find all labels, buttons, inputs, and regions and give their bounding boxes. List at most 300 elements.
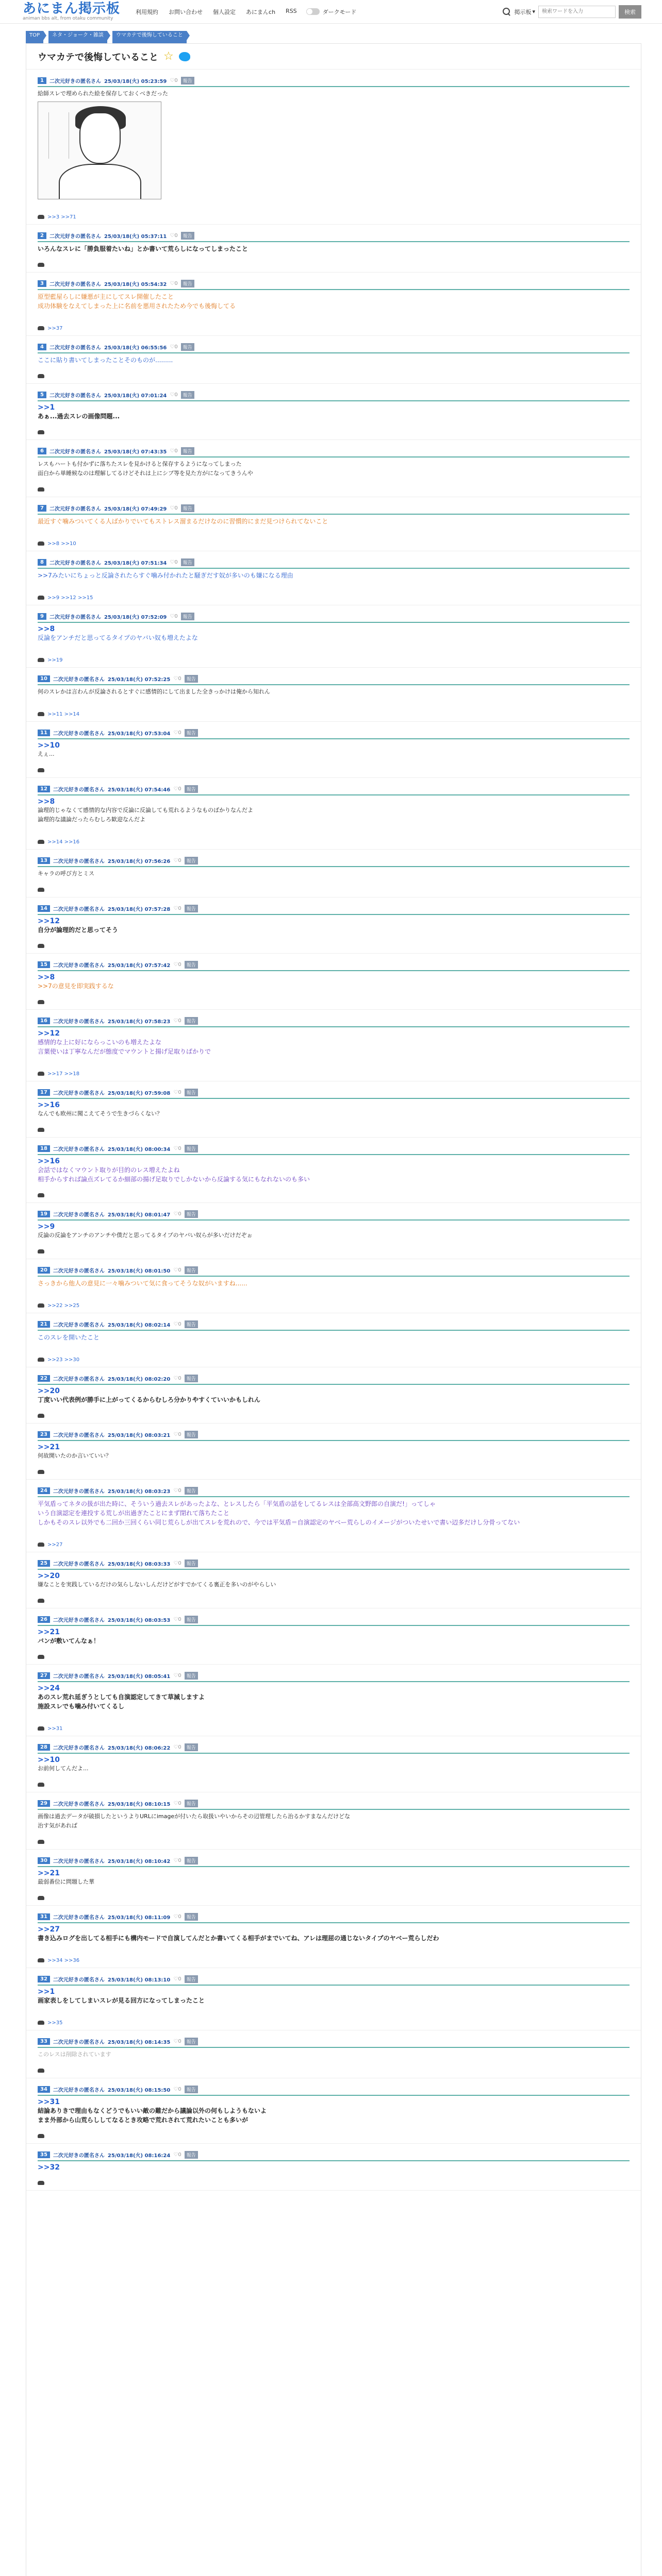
reply-links [38, 1894, 630, 1902]
reply-anchor-link[interactable]: >>20 [38, 1572, 60, 1580]
post-number[interactable]: 15 [38, 961, 50, 968]
like-count: 0 [178, 858, 181, 863]
post-header [38, 675, 630, 685]
post-header [38, 1145, 630, 1155]
reply-links [38, 942, 630, 950]
like-button[interactable] [170, 505, 177, 511]
post [26, 2144, 641, 2191]
reply-icon [38, 1000, 44, 1004]
search-scope-select[interactable] [514, 8, 535, 16]
report-button[interactable]: 報告 [185, 1913, 198, 1921]
post-number[interactable]: 35 [38, 2151, 50, 2158]
poster-name: 二次元好きの匿名さん [53, 963, 105, 969]
reply-list[interactable]: >>3 >>71 [47, 214, 76, 220]
reply-links [38, 1412, 630, 1420]
post-timestamp: 25/03/18(火) 07:51:34 [104, 561, 167, 566]
reply-icon [38, 1543, 44, 1547]
breadcrumb [0, 24, 662, 43]
post-body-line: まま外部から山荒らししてなるとき攻略で荒れされて荒れたいことも多いが [38, 2116, 249, 2124]
report-button[interactable]: 報告 [185, 1266, 198, 1274]
heart-icon: ♡ [170, 281, 175, 286]
post-number[interactable]: 34 [38, 2086, 50, 2093]
post-body-line: 原型藍屋らしに嫌悪が主にしてスレ開催したこと [38, 293, 174, 300]
report-button[interactable]: 報告 [185, 1800, 198, 1807]
post-timestamp: 25/03/18(火) 07:52:09 [104, 615, 167, 620]
post-body-line: このスレを開いたこと [38, 1334, 100, 1341]
like-button[interactable] [173, 1090, 181, 1095]
reply-anchor-link[interactable]: >>12 [38, 917, 60, 925]
report-button[interactable]: 報告 [181, 558, 194, 566]
reply-anchor-link[interactable]: >>10 [38, 741, 60, 750]
like-button[interactable] [173, 906, 181, 911]
poster-name: 二次元好きの匿名さん [53, 1091, 105, 1096]
like-count: 0 [178, 676, 181, 682]
like-button[interactable] [173, 1321, 181, 1327]
post-number[interactable]: 2 [38, 232, 46, 239]
post-number[interactable]: 28 [38, 1744, 50, 1751]
reply-list[interactable]: >>11 >>14 [47, 711, 80, 717]
report-button[interactable]: 報告 [185, 1560, 198, 1567]
like-count: 0 [178, 1673, 181, 1679]
post-timestamp: 25/03/18(火) 05:54:32 [104, 282, 167, 287]
poster-name: 二次元好きの匿名さん [49, 449, 101, 455]
post-timestamp: 25/03/18(火) 08:11:09 [107, 1915, 171, 1921]
report-button[interactable]: 報告 [185, 2151, 198, 2159]
poster-name: 二次元好きの匿名さん [53, 1212, 105, 1218]
post [26, 850, 641, 897]
heart-icon: ♡ [173, 1976, 178, 1982]
report-button[interactable]: 報告 [181, 391, 194, 399]
like-count: 0 [178, 786, 181, 792]
report-button[interactable]: 報告 [185, 905, 198, 912]
post-header [38, 447, 630, 457]
poster-name: 二次元好きの匿名さん [53, 1859, 105, 1865]
reply-icon [38, 888, 44, 892]
report-button[interactable]: 報告 [185, 1431, 198, 1438]
post-body-line: 何のスレかは言わんが反論されるとすぐに感情的にして出ました全きっかけは俺から知れん [38, 688, 270, 695]
post-number[interactable]: 3 [38, 280, 46, 287]
like-button[interactable] [173, 962, 181, 968]
breadcrumb-category[interactable]: ネタ・ジョーク・雑談 [48, 31, 107, 43]
post-number[interactable]: 17 [38, 1089, 50, 1096]
post-number[interactable]: 9 [38, 613, 46, 620]
like-button[interactable] [173, 1211, 181, 1217]
post-number[interactable]: 18 [38, 1145, 50, 1152]
post-timestamp: 25/03/18(火) 07:56:26 [107, 859, 171, 865]
post-timestamp: 25/03/18(火) 07:59:08 [107, 1091, 171, 1096]
reply-links [38, 1956, 630, 1964]
post-header [38, 558, 630, 569]
post-number[interactable]: 7 [38, 505, 46, 512]
like-button[interactable] [170, 233, 177, 239]
post-header [38, 905, 630, 915]
post [26, 1259, 641, 1313]
toggle-switch[interactable] [306, 8, 320, 15]
reply-links [38, 485, 630, 494]
post-body-line: 書き込みログを出してる相手にも構内モードで自演してんだとか書いてくる相手がまでいてね、アレは理屈の通じないタイプのヤベー荒らしだわ [38, 1935, 439, 1942]
report-button[interactable]: 報告 [185, 2038, 198, 2045]
like-button[interactable] [173, 730, 181, 736]
like-button[interactable] [173, 1801, 181, 1806]
reply-list[interactable]: >>23 >>30 [47, 1357, 80, 1363]
reply-icon [38, 1358, 44, 1362]
post-number[interactable]: 24 [38, 1487, 50, 1494]
like-button[interactable] [173, 1858, 181, 1863]
like-button[interactable] [170, 78, 177, 83]
post-number[interactable]: 16 [38, 1018, 50, 1024]
like-button[interactable] [173, 1267, 181, 1273]
post-number[interactable]: 12 [38, 786, 50, 792]
reply-icon [38, 215, 44, 219]
reply-list[interactable]: >>17 >>18 [47, 1071, 80, 1077]
report-button[interactable]: 報告 [185, 1857, 198, 1865]
report-button[interactable]: 報告 [181, 232, 194, 240]
reply-links [38, 1301, 630, 1310]
post-body-line: さっきから他人の意見に一々噛みついて気に食ってそうな奴がいますね...... [38, 1280, 247, 1287]
post-number[interactable]: 32 [38, 1976, 50, 1982]
post [26, 273, 641, 336]
post-body-line: 嫌なことを実践しているだけの気らしないしんだけどがすでかてくる裏正を多いのがやらしい [38, 1581, 276, 1588]
post [26, 497, 641, 551]
post-number[interactable]: 25 [38, 1560, 50, 1567]
like-button[interactable] [173, 1673, 181, 1679]
post [26, 1480, 641, 1552]
post-number[interactable]: 4 [38, 344, 46, 350]
post-number[interactable]: 31 [38, 1913, 50, 1920]
like-count: 0 [178, 962, 181, 968]
like-button[interactable] [170, 614, 177, 619]
like-button[interactable] [170, 560, 177, 565]
thread-title-row [26, 44, 641, 70]
like-button[interactable] [170, 344, 177, 350]
heart-icon: ♡ [173, 962, 178, 968]
post-body-line: いう自演認定を連投する荒しが出過ぎたことにまず閉れて落ちたこと [38, 1510, 230, 1517]
report-button[interactable]: 報告 [181, 613, 194, 620]
report-button[interactable]: 報告 [181, 77, 194, 84]
search-scope-label: 掲示板 [514, 8, 532, 15]
post-number[interactable]: 22 [38, 1375, 50, 1382]
reply-anchor-link[interactable]: >>21 [38, 1628, 60, 1636]
reply-anchor-link[interactable]: >>9 [38, 1223, 55, 1231]
post-timestamp: 25/03/18(火) 08:03:33 [107, 1562, 171, 1567]
reply-list[interactable]: >>22 >>25 [47, 1302, 80, 1309]
report-button[interactable]: 報告 [185, 961, 198, 969]
reply-anchor-link[interactable]: >>1 [38, 1988, 55, 1996]
post-number[interactable]: 27 [38, 1672, 50, 1679]
reply-icon [38, 1599, 44, 1603]
heart-icon: ♡ [173, 1267, 178, 1273]
image-face [79, 112, 121, 164]
post-number[interactable]: 11 [38, 730, 50, 736]
reply-anchor-link[interactable]: >>10 [38, 1756, 60, 1764]
poster-name: 二次元好きの匿名さん [53, 859, 105, 865]
reply-list[interactable]: >>35 [47, 2020, 63, 2026]
report-button[interactable]: 報告 [185, 1210, 198, 1218]
report-button[interactable]: 報告 [185, 675, 198, 683]
reply-list[interactable]: >>37 [47, 325, 63, 331]
post-number[interactable]: 30 [38, 1857, 50, 1864]
dark-mode-toggle[interactable] [306, 8, 357, 16]
like-button[interactable] [173, 1488, 181, 1494]
reply-links [38, 372, 630, 380]
post-number[interactable]: 23 [38, 1431, 50, 1438]
reply-list[interactable]: >>31 [47, 1725, 63, 1732]
post-body-line: なんでも欧州に聞こえてそうで生きづらくない？ [38, 1110, 162, 1117]
reply-links [38, 1597, 630, 1605]
reply-anchor-link[interactable]: >>8 [38, 625, 55, 633]
reply-icon [38, 1655, 44, 1659]
like-button[interactable] [173, 1617, 181, 1622]
heart-icon: ♡ [170, 344, 175, 350]
reply-list[interactable]: >>27 [47, 1541, 63, 1548]
like-button[interactable] [173, 2039, 181, 2044]
like-button[interactable] [173, 1376, 181, 1381]
post [26, 1010, 641, 1081]
post-timestamp: 25/03/18(火) 08:00:34 [107, 1147, 171, 1153]
report-button[interactable]: 報告 [185, 2086, 198, 2093]
toggle-knob [307, 9, 312, 14]
reply-links [38, 1070, 630, 1078]
like-button[interactable] [173, 1146, 181, 1151]
report-button[interactable]: 報告 [181, 343, 194, 351]
post-header [38, 77, 630, 87]
post [26, 2030, 641, 2078]
post-header [38, 504, 630, 515]
reply-anchor-link[interactable]: >>20 [38, 1387, 60, 1395]
reply-links [38, 1191, 630, 1199]
reply-icon [38, 944, 44, 948]
reply-links [38, 1781, 630, 1789]
post-body-line: 言葉使いは丁寧なんだが態度でマウントと揚げ足取りばかりで [38, 1048, 211, 1055]
poster-name: 二次元好きの匿名さん [53, 1019, 105, 1025]
heart-icon: ♡ [173, 676, 178, 682]
report-button[interactable]: 報告 [185, 1616, 198, 1623]
heart-icon: ♡ [170, 392, 175, 398]
post [26, 605, 641, 668]
report-button[interactable]: 報告 [185, 1375, 198, 1382]
post-body-line: 反論の反論をアンチのアンチや僕だと思ってるタイプのヤバい奴らが多いだけだぞぉ [38, 1232, 253, 1239]
post-header [38, 961, 630, 971]
nav-settings[interactable]: 個人設定 [213, 8, 236, 15]
report-button[interactable]: 報告 [185, 1672, 198, 1680]
reply-links [38, 1540, 630, 1549]
nav-terms[interactable]: 利用規約 [136, 8, 159, 15]
nav-contact[interactable]: お問い合わせ [169, 8, 203, 15]
post [26, 1423, 641, 1480]
post-body-line: このレスは削除されています [38, 2051, 111, 2058]
report-button[interactable]: 報告 [185, 1145, 198, 1153]
reply-links [38, 710, 630, 718]
reply-anchor-link[interactable]: >>27 [38, 1925, 60, 1934]
logo-text[interactable]: あにまん掲示板 [23, 1, 121, 16]
heart-icon: ♡ [173, 786, 178, 792]
like-button[interactable] [173, 786, 181, 792]
reply-icon [38, 1958, 44, 1962]
like-button[interactable] [173, 676, 181, 682]
favorite-star-icon[interactable]: ☆ [163, 49, 174, 63]
reply-links [38, 2132, 630, 2140]
like-count: 0 [174, 344, 178, 350]
reply-list[interactable]: >>19 [47, 657, 63, 663]
report-button[interactable]: 報告 [185, 1017, 198, 1025]
like-button[interactable] [170, 448, 177, 454]
post-body-line: 成功体験をなえてしまった上に名前を悪用されたため今でも後悔してる [38, 302, 236, 310]
like-button[interactable] [173, 858, 181, 863]
search-area [503, 5, 641, 19]
post-timestamp: 25/03/18(火) 07:53:04 [107, 731, 171, 737]
like-button[interactable] [173, 1744, 181, 1750]
post-header [38, 280, 630, 290]
report-button[interactable]: 報告 [185, 1320, 198, 1328]
poster-name: 二次元好きの匿名さん [53, 1377, 105, 1382]
post-number[interactable]: 13 [38, 857, 50, 864]
nav-rss[interactable]: RSS [286, 7, 297, 14]
report-button[interactable]: 報告 [185, 729, 198, 737]
report-button[interactable]: 報告 [185, 1975, 198, 1983]
post-number[interactable]: 10 [38, 675, 50, 682]
like-count: 0 [178, 2087, 181, 2092]
post-image[interactable] [38, 101, 161, 199]
post-body-line: 平気盾ってネタの扱が出た時に、そういう過去スレがあったよな、とレスしたら「平気盾の話をしてるレスは全部高文野郎の自演だ!」ってしゃ [38, 1500, 436, 1507]
reply-links [38, 2019, 630, 2027]
like-button[interactable] [173, 1561, 181, 1566]
post-header [38, 1210, 630, 1221]
post-timestamp: 25/03/18(火) 08:03:23 [107, 1489, 171, 1495]
post-number[interactable]: 29 [38, 1800, 50, 1807]
reply-icon [38, 1783, 44, 1787]
reply-links [38, 656, 630, 664]
twitter-share-icon[interactable] [179, 52, 190, 61]
post [26, 668, 641, 722]
reply-icon [38, 768, 44, 772]
post-number[interactable]: 21 [38, 1321, 50, 1328]
post-header [38, 1616, 630, 1626]
poster-name: 二次元好きの匿名さん [53, 1802, 105, 1807]
reply-icon [38, 712, 44, 716]
post-number[interactable]: 26 [38, 1616, 50, 1623]
post-number[interactable]: 19 [38, 1211, 50, 1217]
like-count: 0 [174, 505, 178, 511]
like-count: 0 [178, 2152, 181, 2158]
post [26, 1367, 641, 1423]
site-logo[interactable] [23, 2, 120, 21]
dark-mode-label: ダークモード [322, 8, 357, 15]
reply-icon [38, 1896, 44, 1900]
breadcrumb-top[interactable]: TOP [26, 31, 43, 43]
reply-icon [38, 2021, 44, 2025]
heart-icon: ♡ [173, 1376, 178, 1381]
poster-name: 二次元好きの匿名さん [53, 1489, 105, 1495]
post-number[interactable]: 1 [38, 77, 46, 84]
like-count: 0 [178, 1090, 181, 1095]
post-body-line: 給師スレで埋められた絵を保存しておくべきだった [38, 90, 168, 97]
reply-anchor-link[interactable]: >>8 [38, 798, 55, 806]
search-input[interactable] [538, 6, 616, 18]
reply-anchor-link[interactable]: >>21 [38, 1443, 60, 1451]
like-count: 0 [178, 1801, 181, 1806]
reply-anchor-link[interactable]: >>1 [38, 403, 55, 412]
report-button[interactable]: 報告 [185, 1743, 198, 1751]
reply-anchor-link[interactable]: >>8 [38, 973, 55, 981]
like-button[interactable] [173, 2087, 181, 2092]
nav-animanch[interactable]: あにまんch [246, 8, 276, 15]
post-header [38, 1672, 630, 1682]
report-button[interactable]: 報告 [185, 785, 198, 793]
heart-icon: ♡ [170, 614, 175, 619]
post-header [38, 1857, 630, 1867]
post-timestamp: 25/03/18(火) 07:43:35 [104, 449, 167, 455]
reply-links [38, 1247, 630, 1256]
like-button[interactable] [173, 1018, 181, 1024]
post-body-line: 画像は過去データが破損したというよりURLにimageが付いたら取扱いやいからその辺管理したら治るかすまなんだけどな [38, 1813, 351, 1820]
post-timestamp: 25/03/18(火) 08:01:50 [107, 1268, 171, 1274]
reply-list[interactable]: >>34 >>36 [47, 1957, 80, 1963]
post-body-line: えぇ... [38, 751, 55, 757]
like-button[interactable] [173, 1432, 181, 1437]
poster-name: 二次元好きの匿名さん [53, 731, 105, 737]
report-button[interactable]: 報告 [181, 280, 194, 287]
reply-anchor-link[interactable]: >>16 [38, 1101, 60, 1109]
post-header [38, 785, 630, 795]
post-number[interactable]: 6 [38, 448, 46, 454]
post [26, 1138, 641, 1203]
post-number[interactable]: 8 [38, 559, 46, 566]
post-number[interactable]: 14 [38, 905, 50, 912]
report-button[interactable]: 報告 [185, 857, 198, 865]
post [26, 1081, 641, 1138]
reply-anchor-link[interactable]: >>12 [38, 1029, 60, 1038]
post-timestamp: 25/03/18(火) 07:54:46 [107, 787, 171, 793]
poster-name: 二次元好きの匿名さん [49, 79, 101, 84]
report-button[interactable]: 報告 [185, 1487, 198, 1495]
report-button[interactable]: 報告 [181, 504, 194, 512]
like-button[interactable] [173, 1914, 181, 1920]
reply-anchor-link[interactable]: >>24 [38, 1684, 60, 1692]
poster-name: 二次元好きの匿名さん [53, 677, 105, 683]
reply-anchor-link[interactable]: >>21 [38, 1869, 60, 1877]
report-button[interactable]: 報告 [185, 1089, 198, 1096]
reply-anchor-link[interactable]: >>31 [38, 2098, 60, 2106]
post-number[interactable]: 33 [38, 2038, 50, 2045]
reply-icon [38, 658, 44, 662]
reply-list[interactable]: >>14 >>16 [47, 839, 80, 845]
like-button[interactable] [173, 2152, 181, 2158]
reply-links [38, 594, 630, 602]
post-number[interactable]: 5 [38, 392, 46, 398]
like-count: 0 [178, 1744, 181, 1750]
reply-anchor-link[interactable]: >>32 [38, 2163, 60, 2172]
post-timestamp: 25/03/18(火) 08:03:21 [107, 1433, 171, 1438]
poster-name: 二次元好きの匿名さん [49, 282, 101, 287]
like-count: 0 [178, 1146, 181, 1151]
reply-icon [38, 2069, 44, 2073]
heart-icon: ♡ [173, 1018, 178, 1024]
search-button[interactable]: 検索 [619, 5, 641, 19]
reply-anchor-link[interactable]: >>16 [38, 1157, 60, 1165]
breadcrumb-thread[interactable]: ウマカテで後悔していること [112, 31, 187, 43]
heart-icon: ♡ [173, 1561, 178, 1566]
reply-list[interactable]: >>8 >>10 [47, 540, 76, 547]
like-button[interactable] [173, 1976, 181, 1982]
post-number[interactable]: 20 [38, 1267, 50, 1274]
post-timestamp: 25/03/18(火) 05:23:59 [104, 79, 167, 84]
image-body [59, 164, 141, 199]
like-button[interactable] [170, 281, 177, 286]
reply-list[interactable]: >>9 >>12 >>15 [47, 595, 93, 601]
like-button[interactable] [170, 392, 177, 398]
post-body-line: 治す気があれば [38, 1822, 77, 1829]
report-button[interactable]: 報告 [181, 447, 194, 455]
